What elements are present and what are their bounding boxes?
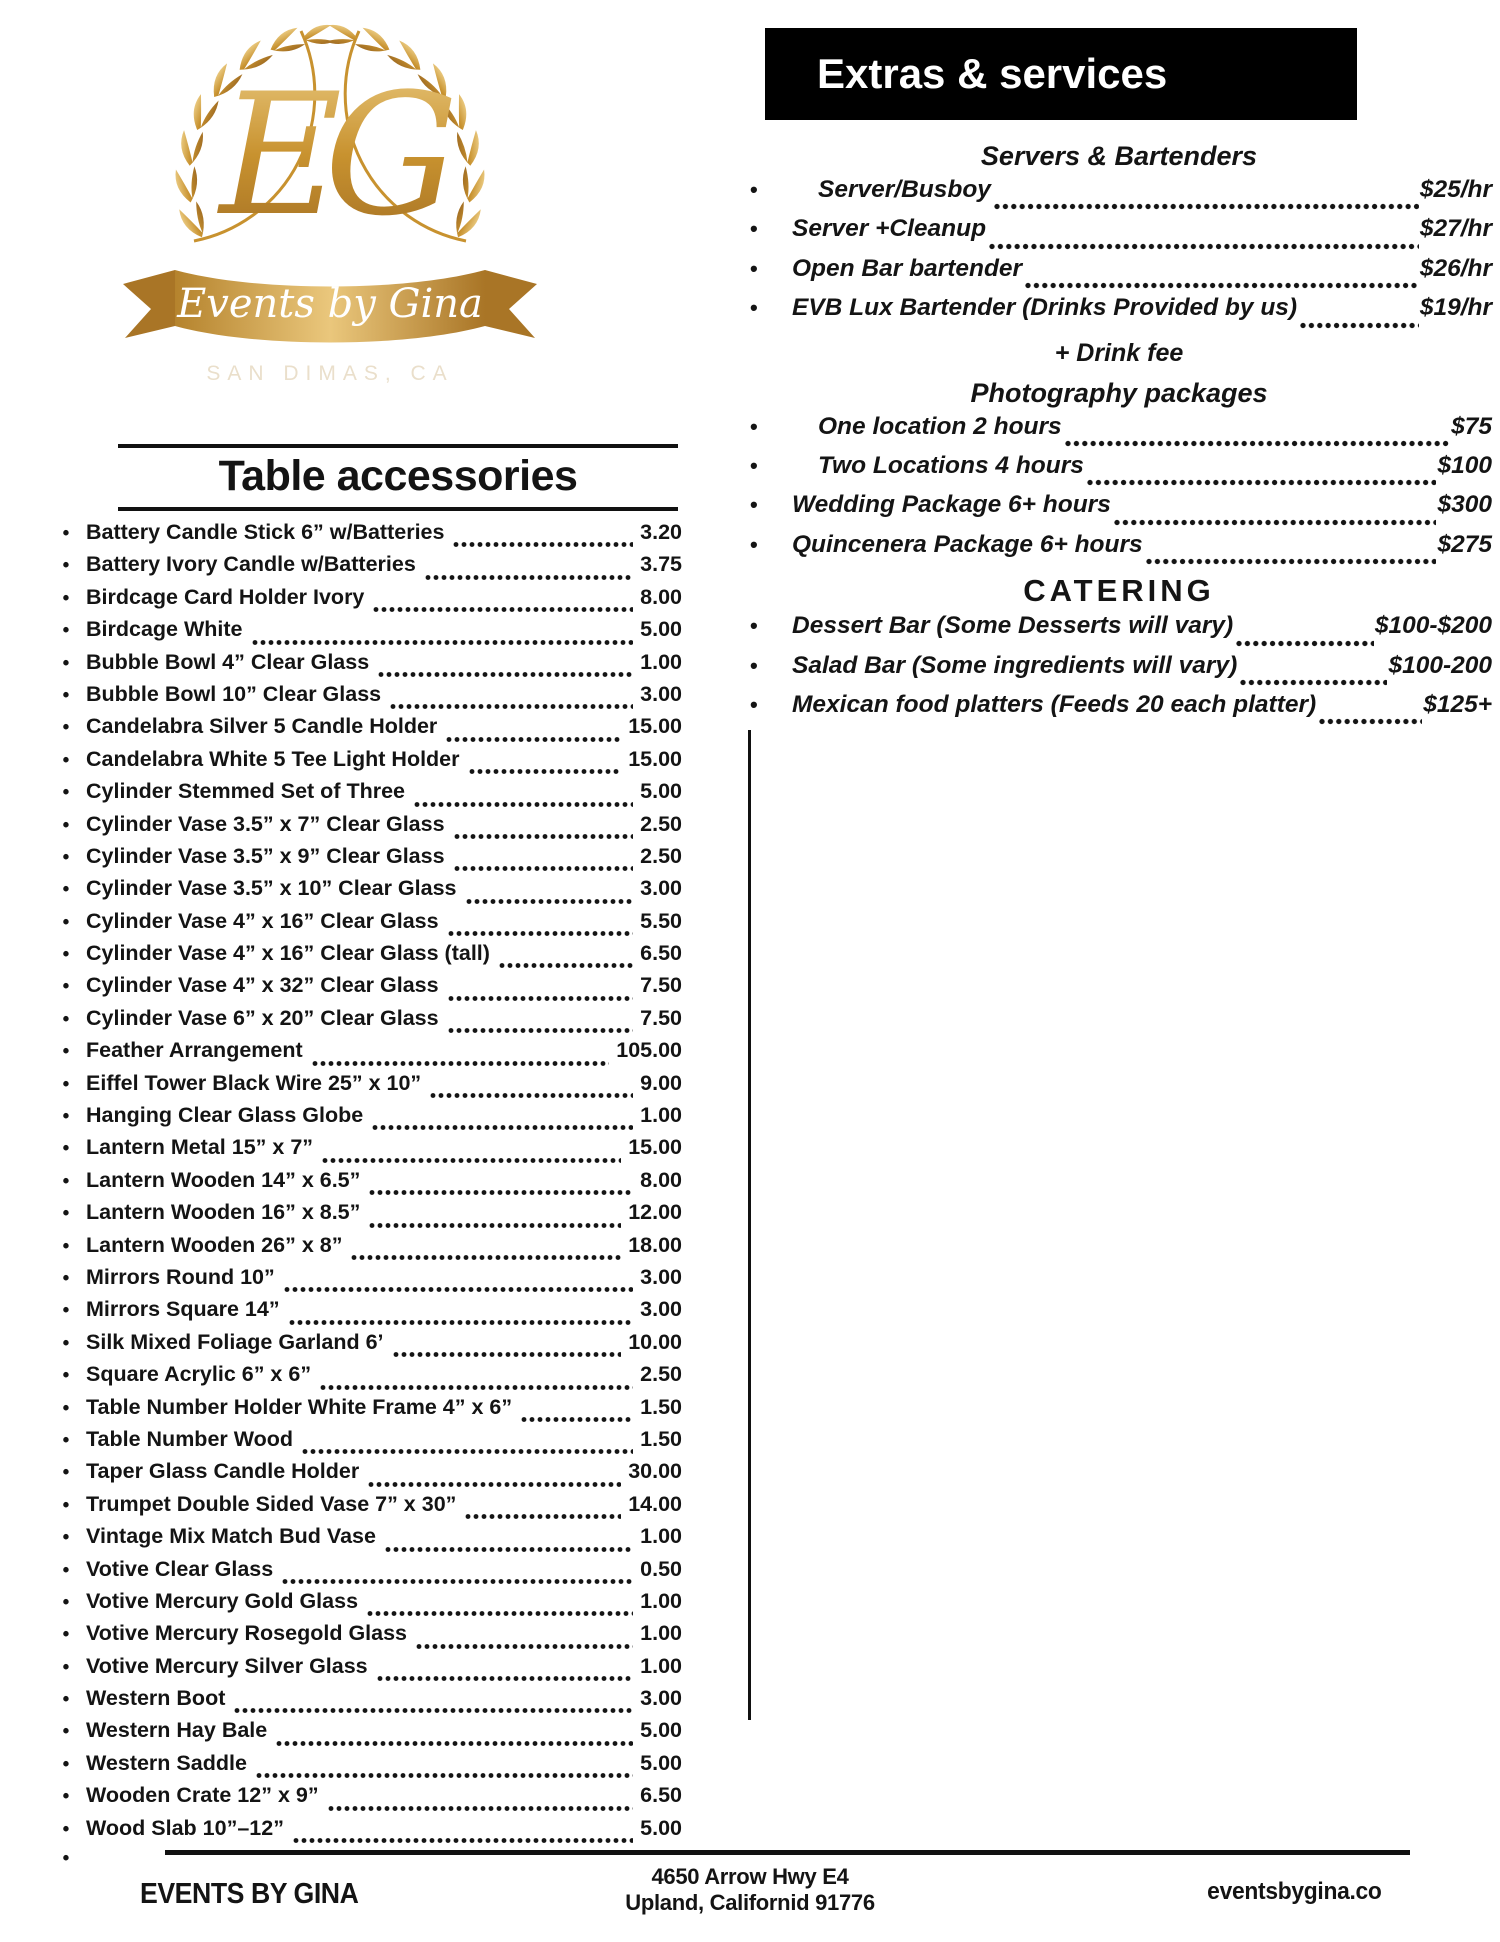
price-list-item xyxy=(46,1524,682,1556)
dotted-leader xyxy=(301,1447,633,1456)
item-price: 6.50 xyxy=(640,941,682,966)
dotted-leader xyxy=(327,1804,634,1813)
bullet-icon: • xyxy=(62,749,70,771)
dotted-leader xyxy=(424,573,633,582)
price-list-item xyxy=(46,1686,682,1718)
price-list-item xyxy=(46,1395,682,1427)
price-list-item xyxy=(46,682,682,714)
service-list-item xyxy=(746,531,1492,570)
bullet-icon: • xyxy=(62,1170,70,1192)
title-rule-top xyxy=(118,444,678,448)
item-label: Votive Clear Glass xyxy=(86,1556,274,1581)
events-by-gina-logo xyxy=(95,8,565,408)
dotted-leader xyxy=(1064,439,1450,448)
dotted-leader xyxy=(429,1091,633,1100)
dotted-leader xyxy=(465,897,634,906)
item-label: Wooden Crate 12” x 9” xyxy=(86,1783,319,1808)
service-label: Dessert Bar (Some Desserts will vary) xyxy=(792,612,1234,640)
dotted-leader xyxy=(319,1383,633,1392)
item-price: 2.50 xyxy=(640,843,682,868)
price-list-item xyxy=(46,1135,682,1167)
bullet-icon: • xyxy=(62,879,70,901)
item-label: Lantern Metal 15” x 7” xyxy=(86,1135,314,1160)
price-list-item xyxy=(46,1038,682,1070)
bullet-icon: • xyxy=(62,944,70,966)
item-label: Table Number Wood xyxy=(86,1426,294,1451)
dotted-leader xyxy=(233,1706,633,1715)
dotted-leader xyxy=(1113,518,1437,527)
service-list-item xyxy=(746,652,1492,691)
item-label: Cylinder Vase 3.5” x 7” Clear Glass xyxy=(86,811,445,836)
item-label: Cylinder Vase 3.5” x 9” Clear Glass xyxy=(86,843,445,868)
service-list-item xyxy=(746,176,1492,215)
service-price: $25/hr xyxy=(1419,176,1492,203)
item-price: 1.50 xyxy=(640,1426,682,1451)
extras-services-header-text: Extras & services xyxy=(817,50,1168,97)
item-price: 30.00 xyxy=(628,1459,682,1484)
price-list-item xyxy=(46,520,682,552)
dotted-leader xyxy=(1318,717,1422,726)
column-divider xyxy=(748,730,751,1720)
service-label: Server +Cleanup xyxy=(792,215,987,243)
item-price: 15.00 xyxy=(628,714,682,739)
service-label: EVB Lux Bartender (Drinks Provided by us) xyxy=(792,294,1298,322)
item-price: 2.50 xyxy=(640,811,682,836)
dotted-leader xyxy=(368,1221,621,1230)
price-list-item xyxy=(46,1654,682,1686)
item-price: 7.50 xyxy=(640,973,682,998)
price-list-item xyxy=(46,1783,682,1815)
laurel-wreath-logo-graphic xyxy=(95,8,565,408)
item-label: Mirrors Square 14” xyxy=(86,1297,280,1322)
price-list-item xyxy=(46,617,682,649)
bullet-icon: • xyxy=(750,691,758,717)
bullet-icon: • xyxy=(62,1848,70,1870)
price-list-item xyxy=(46,1362,682,1394)
price-list-item xyxy=(46,650,682,682)
left-section-title: Table accessories xyxy=(218,452,578,500)
title-rule-bottom xyxy=(118,507,678,511)
service-list-item xyxy=(746,612,1492,651)
item-label: Western Boot xyxy=(86,1686,226,1711)
price-list-item xyxy=(46,1006,682,1038)
item-label: Mirrors Round 10” xyxy=(86,1264,275,1289)
extras-services-content xyxy=(746,136,1492,730)
footer-brand: EVENTS BY GINA xyxy=(140,1878,359,1910)
item-label: Taper Glass Candle Holder xyxy=(86,1459,360,1484)
bullet-icon: • xyxy=(62,1591,70,1613)
dotted-leader xyxy=(447,929,634,938)
bullet-icon: • xyxy=(62,782,70,804)
price-list-item xyxy=(46,1589,682,1621)
item-price: 5.00 xyxy=(640,1718,682,1743)
item-price: 9.00 xyxy=(640,1070,682,1095)
section-heading: Photography packages xyxy=(970,377,1268,408)
dotted-leader xyxy=(452,540,633,549)
item-price: 12.00 xyxy=(628,1200,682,1225)
bullet-icon: • xyxy=(750,613,758,639)
dotted-leader xyxy=(350,1253,621,1262)
bullet-icon: • xyxy=(62,1559,70,1581)
dotted-leader xyxy=(1145,557,1437,566)
bullet-icon: • xyxy=(62,1721,70,1743)
item-label: Silk Mixed Foliage Garland 6’ xyxy=(86,1329,384,1354)
dotted-leader xyxy=(1086,478,1437,487)
service-list-item xyxy=(746,452,1492,491)
bullet-icon: • xyxy=(62,1429,70,1451)
item-label: Lantern Wooden 26” x 8” xyxy=(86,1232,343,1257)
item-price: 6.50 xyxy=(640,1783,682,1808)
dotted-leader xyxy=(321,1156,621,1165)
ribbon-banner xyxy=(123,270,537,343)
price-list-item xyxy=(46,812,682,844)
bullet-icon: • xyxy=(62,1041,70,1063)
bullet-icon: • xyxy=(62,1267,70,1289)
price-list-item xyxy=(46,1557,682,1589)
price-list-item xyxy=(46,1816,682,1848)
bullet-icon: • xyxy=(750,295,758,321)
item-price: 1.00 xyxy=(640,1653,682,1678)
bullet-icon: • xyxy=(62,1365,70,1387)
service-price: $75 xyxy=(1451,412,1492,440)
item-price: 7.50 xyxy=(640,1005,682,1030)
item-price: 5.50 xyxy=(640,908,682,933)
item-label: Vintage Mix Match Bud Vase xyxy=(86,1524,376,1549)
dotted-leader xyxy=(415,1642,633,1651)
bullet-icon: • xyxy=(62,1397,70,1419)
dotted-leader xyxy=(288,1318,634,1327)
item-price: 5.00 xyxy=(640,1750,682,1775)
bullet-icon: • xyxy=(62,1624,70,1646)
item-label: Votive Mercury Silver Glass xyxy=(86,1653,368,1678)
bullet-icon: • xyxy=(62,1106,70,1128)
footer-address-line1: 4650 Arrow Hwy E4 xyxy=(651,1864,849,1889)
bullet-icon: • xyxy=(62,1203,70,1225)
bullet-icon: • xyxy=(62,1138,70,1160)
dotted-leader xyxy=(464,1512,621,1521)
dotted-leader xyxy=(988,242,1419,251)
item-label: Cylinder Vase 4” x 16” Clear Glass xyxy=(86,908,439,933)
item-label: Hanging Clear Glass Globe xyxy=(86,1103,364,1128)
bullet-icon: • xyxy=(62,717,70,739)
table-accessories-title-block xyxy=(118,444,678,511)
dotted-leader xyxy=(384,1545,633,1554)
dotted-leader xyxy=(275,1739,633,1748)
item-price: 3.00 xyxy=(640,1297,682,1322)
item-label: Cylinder Vase 4” x 32” Clear Glass xyxy=(86,973,439,998)
item-label: Square Acrylic 6” x 6” xyxy=(86,1362,312,1387)
bullet-icon: • xyxy=(62,684,70,706)
price-list-item xyxy=(46,1751,682,1783)
dotted-leader xyxy=(376,1674,634,1683)
service-list-item xyxy=(746,691,1492,730)
dotted-leader xyxy=(311,1059,610,1068)
item-price: 15.00 xyxy=(628,1135,682,1160)
dotted-leader xyxy=(1235,639,1374,648)
item-label: Wood Slab 10”–12” xyxy=(86,1815,284,1840)
dotted-leader xyxy=(283,1285,633,1294)
bullet-icon: • xyxy=(62,1527,70,1549)
price-list-item xyxy=(46,1427,682,1459)
dotted-leader xyxy=(445,735,621,744)
dotted-leader xyxy=(520,1415,633,1424)
dotted-leader xyxy=(1024,281,1419,290)
footer xyxy=(0,1864,1500,1934)
item-label: Votive Mercury Rosegold Glass xyxy=(86,1621,408,1646)
service-label: Mexican food platters (Feeds 20 each platter) xyxy=(792,690,1317,718)
item-label: Votive Mercury Gold Glass xyxy=(86,1588,359,1613)
item-price: 3.00 xyxy=(640,1264,682,1289)
service-price: $125+ xyxy=(1423,690,1492,718)
bullet-icon: • xyxy=(750,531,758,557)
price-list-item xyxy=(46,1330,682,1362)
dotted-leader xyxy=(372,605,633,614)
service-price: $300 xyxy=(1437,491,1492,519)
dotted-leader xyxy=(993,202,1419,211)
logo-location-text: SAN DIMAS, CA xyxy=(206,362,454,385)
dotted-leader xyxy=(281,1577,633,1586)
item-price: 15.00 xyxy=(628,746,682,771)
service-list-item xyxy=(746,215,1492,254)
footer-rule xyxy=(165,1850,1410,1855)
price-list-item xyxy=(46,747,682,779)
item-price: 3.20 xyxy=(640,520,682,544)
service-price: $100 xyxy=(1437,451,1492,479)
bullet-icon: • xyxy=(750,413,758,439)
item-price: 8.00 xyxy=(640,584,682,609)
bullet-icon: • xyxy=(750,216,758,242)
price-list-item xyxy=(46,1103,682,1135)
price-list-item xyxy=(46,1200,682,1232)
service-list-item xyxy=(746,255,1492,294)
bullet-icon: • xyxy=(62,1073,70,1095)
item-label: Battery Candle Stick 6” w/Batteries xyxy=(86,520,445,544)
item-label: Candelabra Silver 5 Candle Holder xyxy=(86,714,438,739)
item-price: 14.00 xyxy=(628,1491,682,1516)
price-list-item xyxy=(46,585,682,617)
service-price: $19/hr xyxy=(1419,294,1492,322)
bullet-icon: • xyxy=(750,492,758,518)
service-label: Salad Bar (Some ingredients will vary) xyxy=(792,651,1238,679)
item-label: Battery Ivory Candle w/Batteries xyxy=(86,552,416,577)
monogram-eg: EG xyxy=(219,57,441,253)
price-list-item xyxy=(46,1621,682,1653)
dotted-leader xyxy=(1239,678,1387,687)
service-list-item xyxy=(746,491,1492,530)
service-label: Two Locations 4 hours xyxy=(818,451,1084,479)
service-price: $275 xyxy=(1437,530,1492,558)
dotted-leader xyxy=(292,1836,633,1845)
service-label: Open Bar bartender xyxy=(792,254,1023,282)
item-label: Cylinder Vase 6” x 20” Clear Glass xyxy=(86,1005,439,1030)
table-accessories-list xyxy=(46,520,682,1880)
note-line: + Drink fee xyxy=(1054,338,1184,367)
price-list-item xyxy=(46,1071,682,1103)
item-label: Feather Arrangement xyxy=(86,1038,303,1063)
price-list-item xyxy=(46,714,682,746)
item-price: 1.50 xyxy=(640,1394,682,1419)
dotted-leader xyxy=(389,702,633,711)
item-price: 3.00 xyxy=(640,1686,682,1711)
footer-website: eventsbygina.co xyxy=(1207,1878,1382,1905)
price-list-item xyxy=(46,1297,682,1329)
item-label: Lantern Wooden 14” x 6.5” xyxy=(86,1167,361,1192)
dotted-leader xyxy=(453,864,634,873)
item-price: 5.00 xyxy=(640,1815,682,1840)
service-price: $100-200 xyxy=(1388,651,1492,679)
item-label: Cylinder Stemmed Set of Three xyxy=(86,779,405,804)
item-price: 3.00 xyxy=(640,876,682,901)
extras-services-header xyxy=(765,28,1357,120)
section-heading: Servers & Bartenders xyxy=(980,141,1258,171)
price-list-item xyxy=(46,1168,682,1200)
price-list-item xyxy=(46,1233,682,1265)
item-price: 2.50 xyxy=(640,1362,682,1387)
bullet-icon: • xyxy=(62,1462,70,1484)
item-price: 105.00 xyxy=(616,1038,682,1063)
item-label: Trumpet Double Sided Vase 7” x 30” xyxy=(86,1491,457,1516)
service-price: $100-$200 xyxy=(1374,612,1492,640)
item-price: 18.00 xyxy=(628,1232,682,1257)
bullet-icon: • xyxy=(62,555,70,577)
service-list-item xyxy=(746,294,1492,333)
item-price: 1.00 xyxy=(640,1524,682,1549)
item-price: 3.75 xyxy=(640,552,682,577)
bullet-icon: • xyxy=(750,452,758,478)
section-heading: CATERING xyxy=(1023,573,1215,609)
dotted-leader xyxy=(251,638,634,647)
footer-address-line2: Upland, Californid 91776 xyxy=(625,1889,875,1915)
price-list-item xyxy=(46,1492,682,1524)
price-list-item xyxy=(46,552,682,584)
service-label: Server/Busboy xyxy=(818,176,991,203)
price-list-item xyxy=(46,1718,682,1750)
bullet-icon: • xyxy=(62,976,70,998)
bullet-icon: • xyxy=(62,652,70,674)
dotted-leader xyxy=(255,1771,633,1780)
bullet-icon: • xyxy=(62,620,70,642)
service-label: One location 2 hours xyxy=(818,412,1062,440)
dotted-leader xyxy=(371,1123,633,1132)
bullet-icon: • xyxy=(62,587,70,609)
dotted-leader xyxy=(392,1350,622,1359)
item-label: Western Saddle xyxy=(86,1750,247,1775)
bullet-icon: • xyxy=(62,1300,70,1322)
item-price: 3.00 xyxy=(640,681,682,706)
item-price: 1.00 xyxy=(640,1621,682,1646)
dotted-leader xyxy=(1299,321,1419,330)
price-list-item xyxy=(46,1265,682,1297)
item-label: Birdcage Card Holder Ivory xyxy=(86,584,365,609)
dotted-leader xyxy=(447,1026,634,1035)
item-price: 1.00 xyxy=(640,1588,682,1613)
dotted-leader xyxy=(366,1609,633,1618)
price-list-item xyxy=(46,779,682,811)
item-label: Birdcage White xyxy=(86,617,243,642)
price-list-item xyxy=(46,844,682,876)
item-price: 10.00 xyxy=(628,1329,682,1354)
bullet-icon: • xyxy=(750,652,758,678)
bullet-icon: • xyxy=(62,523,70,544)
item-price: 5.00 xyxy=(640,779,682,804)
item-price: 0.50 xyxy=(640,1556,682,1581)
item-price: 8.00 xyxy=(640,1167,682,1192)
dotted-leader xyxy=(498,961,633,970)
bullet-icon: • xyxy=(62,1494,70,1516)
bullet-icon: • xyxy=(62,911,70,933)
bullet-icon: • xyxy=(62,1656,70,1678)
service-list-item xyxy=(746,413,1492,452)
service-price: $26/hr xyxy=(1419,254,1492,282)
item-label: Bubble Bowl 4” Clear Glass xyxy=(86,649,370,674)
bullet-icon: • xyxy=(62,1753,70,1775)
banner-script-text: Events by Gina xyxy=(177,281,483,327)
bullet-icon: • xyxy=(62,846,70,868)
bullet-icon: • xyxy=(750,177,758,202)
service-label: Quincenera Package 6+ hours xyxy=(792,530,1143,558)
dotted-leader xyxy=(447,994,634,1003)
price-list-item xyxy=(46,973,682,1005)
dotted-leader xyxy=(468,767,622,776)
item-label: Bubble Bowl 10” Clear Glass xyxy=(86,681,382,706)
item-label: Candelabra White 5 Tee Light Holder xyxy=(86,746,460,771)
service-label: Wedding Package 6+ hours xyxy=(792,491,1111,519)
item-label: Cylinder Vase 3.5” x 10” Clear Glass xyxy=(86,876,457,901)
bullet-icon: • xyxy=(750,255,758,281)
price-list-item xyxy=(46,909,682,941)
price-list-item xyxy=(46,876,682,908)
bullet-icon: • xyxy=(62,1332,70,1354)
item-price: 1.00 xyxy=(640,1103,682,1128)
dotted-leader xyxy=(367,1480,621,1489)
item-price: 1.00 xyxy=(640,649,682,674)
bullet-icon: • xyxy=(62,1689,70,1711)
bullet-icon: • xyxy=(62,1008,70,1030)
dotted-leader xyxy=(368,1188,633,1197)
item-label: Eiffel Tower Black Wire 25” x 10” xyxy=(86,1070,422,1095)
service-price: $27/hr xyxy=(1419,215,1492,243)
item-label: Table Number Holder White Frame 4” x 6” xyxy=(86,1394,513,1419)
bullet-icon: • xyxy=(62,1818,70,1840)
bullet-icon: • xyxy=(62,1235,70,1257)
price-list-item xyxy=(46,941,682,973)
dotted-leader xyxy=(377,670,633,679)
bullet-icon: • xyxy=(62,1786,70,1808)
item-label: Lantern Wooden 16” x 8.5” xyxy=(86,1200,361,1225)
dotted-leader xyxy=(413,800,633,809)
item-label: Cylinder Vase 4” x 16” Clear Glass (tall) xyxy=(86,941,490,966)
item-label: Western Hay Bale xyxy=(86,1718,268,1743)
price-list-item xyxy=(46,1459,682,1491)
dotted-leader xyxy=(453,832,634,841)
item-price: 5.00 xyxy=(640,617,682,642)
bullet-icon: • xyxy=(62,814,70,836)
